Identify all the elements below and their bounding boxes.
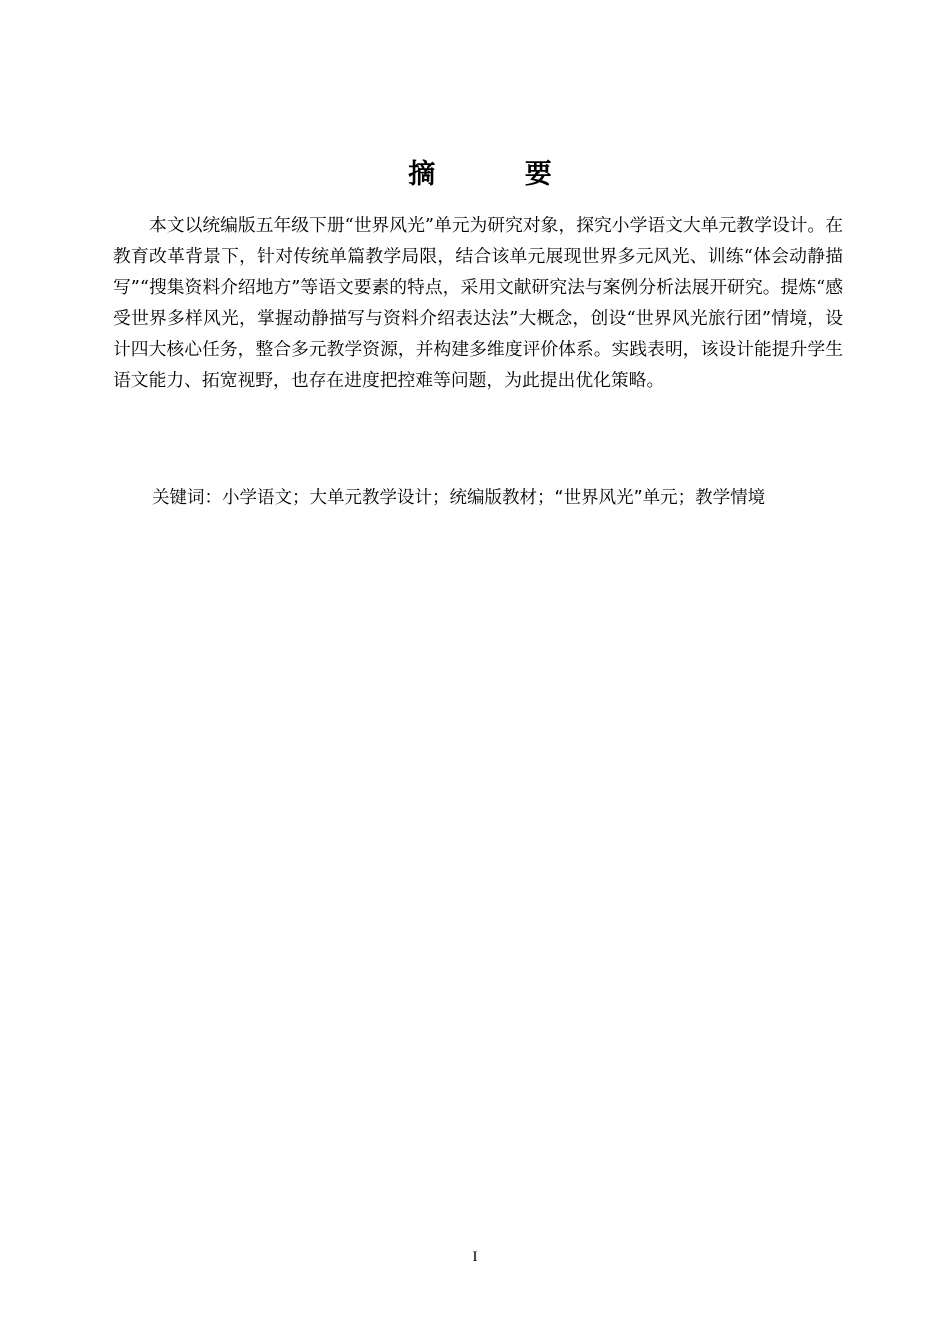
abstract-body: 本文以统编版五年级下册“世界风光”单元为研究对象，探究小学语文大单元教学设计。在教育改革背景下，针对传统单篇教学局限，结合该单元展现世界多元风光、训练“体会动静描写”“搜集资料介绍地方”等语文要素的特点，采用文献研究法与案例分析法展开研究。提炼“感受世界多样风光，掌握动静描写与资料介绍表达法”大概念，创设“世界风光旅行团”情境，设计四大核心任务，整合多元教学资源，并构建多维度评价体系。实践表明，该设计能提升学生语文能力、拓宽视野，也存在进度把控难等问题，为此提出优化策略。 bbox=[113, 215, 843, 391]
keywords-label: 关键词： bbox=[152, 488, 222, 508]
keywords-text: 小学语文；大单元教学设计；统编版教材；“世界风光”单元；教学情境 bbox=[222, 488, 766, 508]
keywords-line bbox=[152, 484, 872, 509]
page-number: I bbox=[472, 1249, 478, 1265]
abstract-title: 摘 要 bbox=[408, 159, 592, 190]
